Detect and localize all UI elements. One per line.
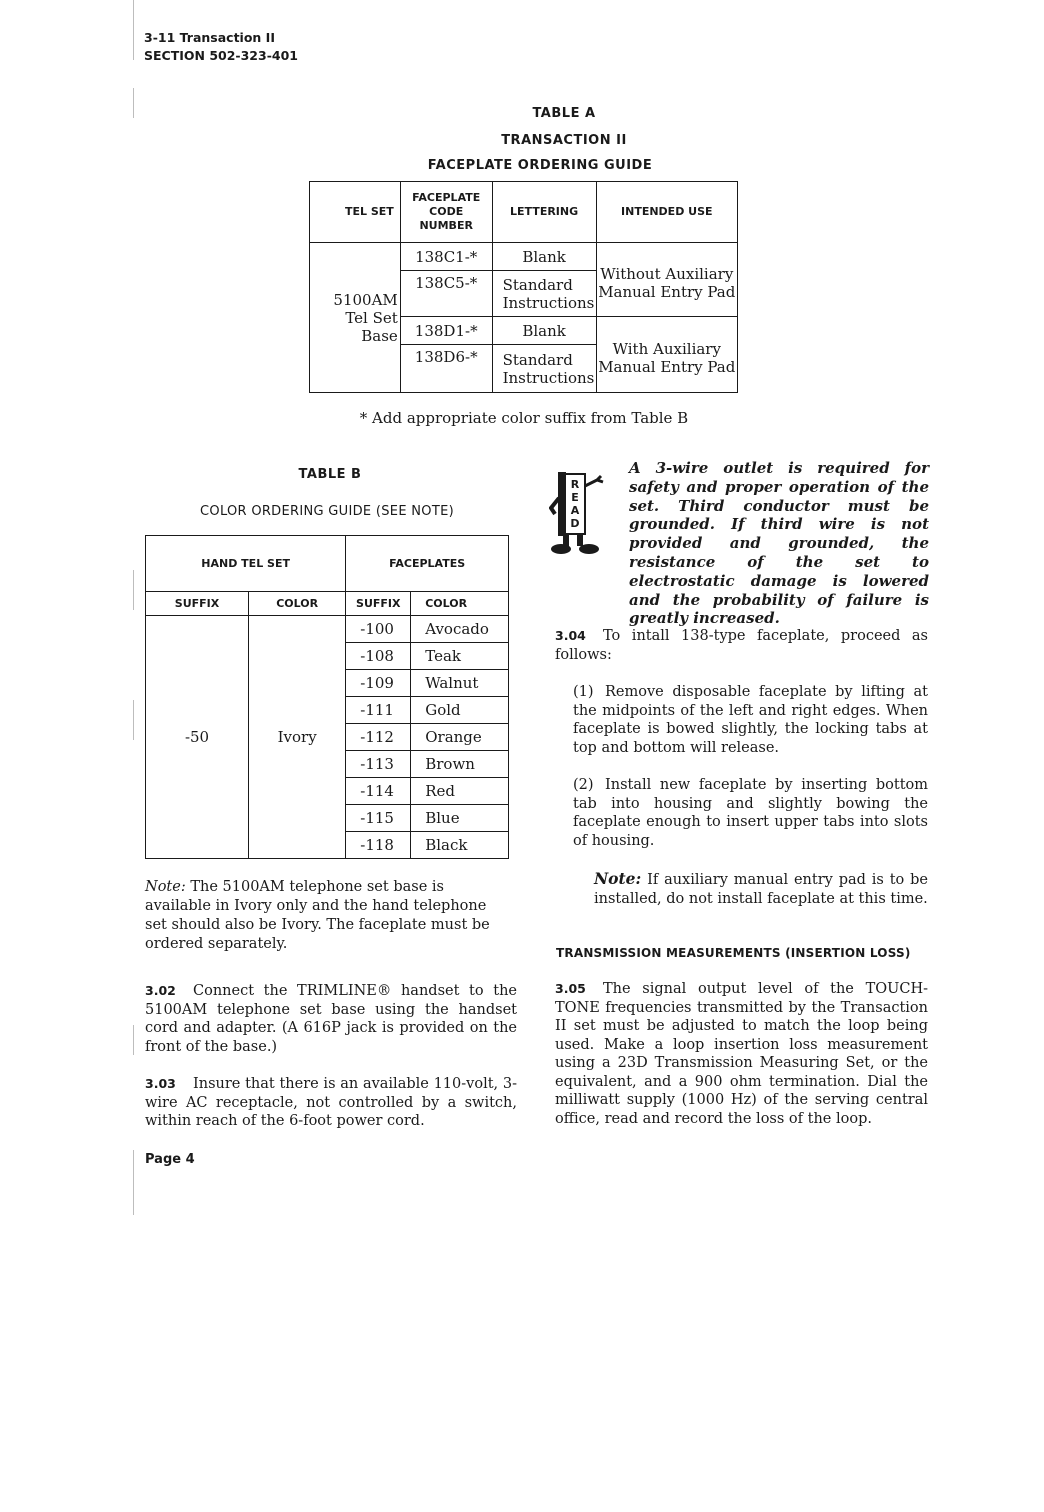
col-lettering: LETTERING	[492, 182, 596, 243]
color-cell: Avocado	[411, 616, 509, 643]
table-b-caption: COLOR ORDERING GUIDE (SEE NOTE)	[200, 504, 454, 519]
suffix-cell: -113	[346, 751, 411, 778]
note-text: If auxiliary manual entry pad is to be installed, do not install faceplate at this time.	[594, 872, 928, 907]
col-intended-use: INTENDED USE	[596, 182, 737, 243]
table-subheader-row	[146, 592, 509, 616]
suffix-cell: -114	[346, 778, 411, 805]
col-tel-set: TEL SET	[310, 182, 401, 243]
svg-text:R: R	[570, 478, 580, 491]
table-header-row	[310, 182, 738, 243]
section-heading: TRANSMISSION MEASUREMENTS (INSERTION LOSS)	[556, 946, 911, 960]
read-warning-icon	[549, 468, 607, 556]
suffix-cell: -108	[346, 643, 411, 670]
svg-text:E: E	[571, 491, 579, 504]
table-b-note	[145, 878, 490, 954]
paragraph-number: 3.05	[555, 981, 586, 996]
table-a-caption: FACEPLATE ORDERING GUIDE	[427, 158, 653, 173]
margin-rule	[133, 1150, 134, 1215]
color-cell: Gold	[411, 697, 509, 724]
set-suffix-cell: -50	[146, 616, 249, 859]
lettering-cell: Blank	[492, 243, 596, 271]
tel-set-cell: 5100AM Tel Set Base	[310, 243, 401, 393]
margin-rule	[133, 700, 134, 740]
step-label: (1)	[573, 684, 594, 700]
code-cell: 138C5-*	[400, 271, 492, 317]
intended-use-cell: With Auxiliary Manual Entry Pad	[596, 317, 737, 393]
table-a-title: TABLE A	[532, 106, 596, 121]
paragraph-number: 3.04	[555, 628, 586, 643]
color-cell: Teak	[411, 643, 509, 670]
step-1	[573, 683, 928, 757]
margin-rule	[133, 1025, 134, 1055]
step-2	[573, 776, 928, 850]
install-note	[594, 870, 928, 908]
suffix-cell: -100	[346, 616, 411, 643]
col-color: COLOR	[249, 592, 346, 616]
paragraph-text: Connect the TRIMLINE® handset to the 5100AM telephone set base using the handset cord and adapter. (A 616P jack is provided on the front of the base.)	[145, 983, 517, 1055]
paragraph-3-05	[555, 980, 928, 1128]
step-label: (2)	[573, 777, 594, 793]
paragraph-3-02	[145, 982, 517, 1056]
paragraph-number: 3.02	[145, 983, 176, 998]
paragraph-number: 3.03	[145, 1076, 176, 1091]
code-cell: 138D1-*	[400, 317, 492, 345]
paragraph-text: The signal output level of the TOUCH-TONE frequencies transmitted by the Transaction II set must be adjusted to match the loop being used. Make a loop insertion loss measurement using a 23D Transmission Measuring Set, or the equivalent, and a 900 ohm termination. Dial the milliwatt supply (1000 Hz) of the serving central office, read and record the loss of the loop.	[555, 981, 928, 1127]
paragraph-text: To intall 138-type faceplate, proceed as follows:	[555, 628, 928, 663]
color-cell: Orange	[411, 724, 509, 751]
suffix-cell: -118	[346, 832, 411, 859]
step-text: Install new faceplate by inserting bottom tab into housing and slightly bowing the faceplate enough to insert upper tabs into slots of housing.	[573, 777, 928, 849]
col-color: COLOR	[411, 592, 509, 616]
col-faceplate-code: FACEPLATE CODE NUMBER	[400, 182, 492, 243]
note-label: Note:	[594, 869, 642, 888]
col-suffix: SUFFIX	[146, 592, 249, 616]
margin-rule	[133, 570, 134, 610]
suffix-cell: -115	[346, 805, 411, 832]
table-header-row	[146, 536, 509, 592]
lettering-cell: Standard Instructions	[492, 271, 596, 317]
header-section: SECTION 502-323-401	[144, 48, 298, 63]
table-a-subtitle: TRANSACTION II	[501, 133, 627, 148]
table-row	[310, 243, 738, 271]
lettering-cell: Standard Instructions	[492, 345, 596, 393]
table-a-footnote: * Add appropriate color suffix from Table B	[359, 409, 689, 427]
page-number: Page 4	[145, 1152, 195, 1167]
color-ordering-table	[145, 535, 509, 859]
color-cell: Blue	[411, 805, 509, 832]
margin-rule	[133, 88, 134, 118]
color-cell: Black	[411, 832, 509, 859]
col-suffix: SUFFIX	[346, 592, 411, 616]
paragraph-3-04	[555, 627, 928, 664]
code-cell: 138D6-*	[400, 345, 492, 393]
color-cell: Brown	[411, 751, 509, 778]
color-cell: Red	[411, 778, 509, 805]
suffix-cell: -111	[346, 697, 411, 724]
set-color-cell: Ivory	[249, 616, 346, 859]
faceplate-ordering-table	[309, 181, 738, 393]
margin-rule	[133, 0, 134, 60]
suffix-cell: -109	[346, 670, 411, 697]
faceplates-header: FACEPLATES	[346, 536, 509, 592]
svg-text:A: A	[570, 504, 580, 517]
lettering-cell: Blank	[492, 317, 596, 345]
note-label: Note:	[145, 879, 186, 895]
step-text: Remove disposable faceplate by lifting at the midpoints of the left and right edges. When faceplate is bowed slightly, the locking tabs at top and bottom will release.	[573, 684, 928, 756]
hand-tel-set-header: HAND TEL SET	[146, 536, 346, 592]
svg-text:D: D	[570, 517, 580, 530]
table-row	[146, 616, 509, 643]
note-text: The 5100AM telephone set base is available in Ivory only and the hand telephone set should also be Ivory. The faceplate must be ordered separately.	[145, 879, 490, 952]
paragraph-text: Insure that there is an available 110-volt, 3-wire AC receptacle, not controlled by a switch, within reach of the 6-foot power cord.	[145, 1076, 517, 1129]
color-cell: Walnut	[411, 670, 509, 697]
intended-use-cell: Without Auxiliary Manual Entry Pad	[596, 243, 737, 317]
running-header	[144, 29, 298, 65]
safety-warning: A 3-wire outlet is required for safety and proper operation of the set. Third conductor must be grounded. If third wire is not provided and grounded, the resistance of the set to electrostatic damage is lowered and the probability of failure is greatly increased.	[629, 459, 929, 628]
header-title: 3-11 Transaction II	[144, 30, 275, 45]
paragraph-3-03	[145, 1075, 517, 1131]
code-cell: 138C1-*	[400, 243, 492, 271]
table-b-title: TABLE B	[298, 467, 362, 482]
suffix-cell: -112	[346, 724, 411, 751]
